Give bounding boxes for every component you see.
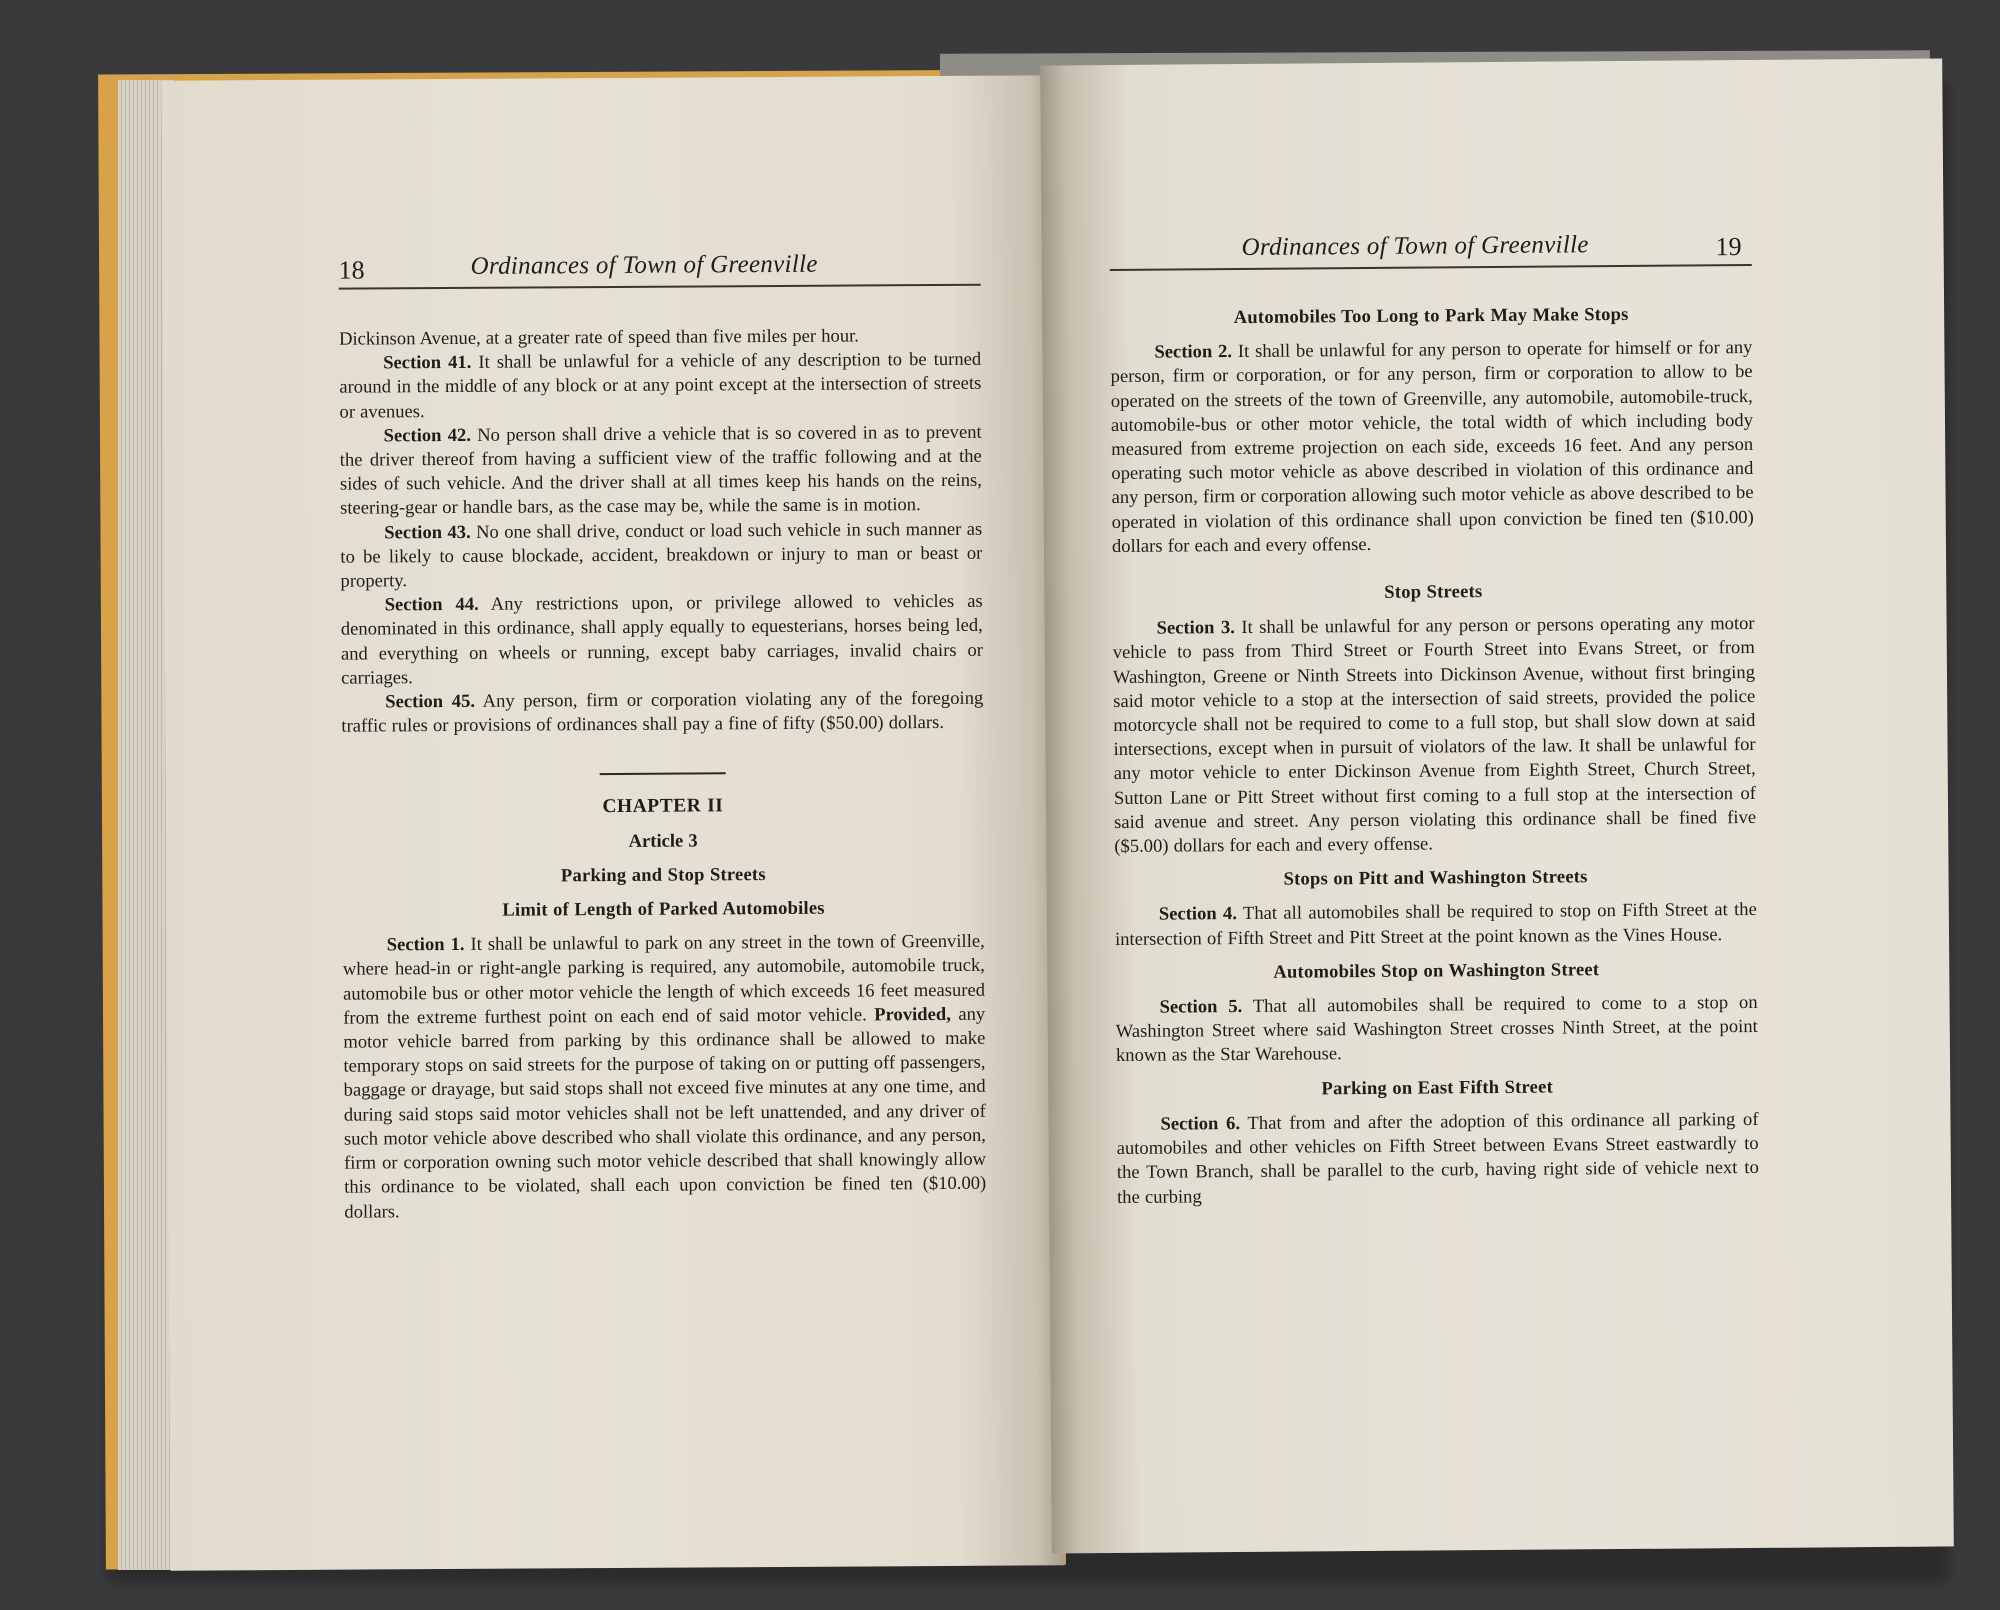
section-paragraph [1110, 336, 1754, 559]
section-label: Section 42. [383, 424, 472, 447]
section-label: Section 45. [385, 690, 476, 713]
section-paragraph [341, 590, 984, 691]
section-text: It shall be unlawful to park on any street in the town of Greenville, where head-in or right-angle parking is required, any automobile, automobile truck, automobile bus or other motor vehicle the length of which exceeds 16 feet measured from the extreme furthest point on each end of said motor vehicle. [342, 930, 986, 1029]
page-number: 19 [1715, 232, 1742, 262]
section-text: That from and after the adoption of this ordinance all parking of automobiles and other vehicles on Fifth Street between Evans Street eastwardly to the Town Branch, shall be parallel to the curb, having right side of vehicle next to the curbing [1116, 1108, 1759, 1208]
right-page-body [1110, 292, 1759, 1210]
subheading: Automobiles Stop on Washington Street [1273, 959, 1600, 983]
left-page-body [339, 324, 986, 1225]
section-label: Section 6. [1160, 1112, 1241, 1135]
provided-label: Provided, [874, 1003, 951, 1026]
subheading: Stops on Pitt and Washington Streets [1283, 866, 1588, 890]
section-text: That all automobiles shall be required to come to a stop on Washington Street where said Washington Street crosses Ninth Street, at the point known as the Star Warehouse. [1115, 992, 1758, 1067]
section-paragraph [340, 517, 982, 594]
running-title: Ordinances of Town of Greenville [470, 250, 818, 280]
section-text: That all automobiles shall be required to stop on Fifth Street at the intersection of Fifth Street and Pitt Street at the point known as the Vines House. [1114, 899, 1757, 950]
section-label: Section 1. [386, 934, 465, 956]
left-page-header [338, 244, 980, 290]
section-label: Section 41. [383, 352, 472, 374]
right-page-header [1109, 224, 1751, 271]
subheading: Stop Streets [1384, 581, 1483, 603]
section-text: Any person, firm or corporation violating any of the foregoing traffic rules or provisions of ordinances shall pay a fine of fifty ($50.00) dollars. [341, 687, 984, 737]
section-label: Section 4. [1158, 903, 1238, 926]
section-label: Section 44. [384, 594, 479, 616]
left-page [161, 75, 1064, 1570]
subheading: Automobiles Too Long to Park May Make Stops [1233, 303, 1629, 329]
continuation-paragraph: Dickinson Avenue, at a greater rate of speed than five miles per hour. [338, 325, 859, 350]
section-label: Section 5. [1159, 996, 1243, 1018]
article-title: Parking and Stop Streets [560, 863, 766, 887]
section-paragraph [340, 421, 983, 522]
section-paragraph [1113, 612, 1757, 859]
section-paragraph [1116, 1108, 1759, 1210]
section-label: Section 43. [384, 521, 471, 544]
section-text: any motor vehicle barred from parking by this ordinance shall be allowed to make temporary stops on said streets for the purpose of taking on or putting off passengers, baggage or drayage, but said stops shall not exceed five minutes at any one time, and during said stops said motor vehicles shall not be left unattended, and any driver of such motor vehicle above described who shall violate this ordinance, and any person, firm or corporation owning such motor vehicle described that shall knowingly allow this ordinance to be violated, shall each upon conviction be fined ten ($10.00) dollars. [343, 1003, 987, 1223]
subheading: Parking on East Fifth Street [1321, 1076, 1553, 1100]
section-text: No person shall drive a vehicle that is so covered in as to prevent the driver thereof from having a sufficient view of the traffic following and at the sides of such vehicle. And the driver shall at all times keep his hands on the reins, steering-gear or handle bars, as the case may be, while the same is in motion. [339, 421, 982, 520]
section-text: No one shall drive, conduct or load such vehicle in such manner as to be likely to cause blockade, accident, breakdown or injury to man or beast or property. [340, 518, 983, 592]
chapter-heading: CHAPTER II [602, 795, 724, 818]
subheading: Limit of Length of Parked Automobiles [502, 897, 825, 921]
article-heading: Article 3 [628, 830, 698, 852]
section-paragraph [1115, 991, 1758, 1069]
section-paragraph [341, 687, 983, 739]
section-label: Section 2. [1154, 341, 1233, 363]
right-page [1040, 58, 1954, 1553]
chapter-divider [600, 773, 726, 776]
running-title: Ordinances of Town of Greenville [1241, 231, 1589, 261]
section-paragraph [1115, 898, 1757, 951]
section-text: It shall be unlawful for any person or persons operating any motor vehicle to pass from Third Street or Fourth Street into Evans Street, or from Washington, Greene or Ninth Streets into Dickinson Avenue, without first bringing said motor vehicle to a stop at the intersection of said streets, provided the police motorcycle shall not be required to come to a full stop, but shall slow down at said intersections, except when in pursuit of violators of the law. It shall be unlawful for any motor vehicle to enter Dickinson Avenue from Eighth Street, Church Street, Sutton Lane or Pitt Street without first coming to a full stop at the intersection of said avenue and street. Any person violating this ordinance shall be fined five ($5.00) dollars for each and every offense. [1112, 613, 1757, 858]
section-text: It shall be unlawful for a vehicle of any description to be turned around in the middle of any block or at any point except at the intersection of streets or avenues. [339, 348, 982, 423]
section-paragraph [339, 348, 981, 425]
section-text: Any restrictions upon, or privilege allowed to vehicles as denominated in this ordinance, shall apply equally to equesterians, horses being led, and everything on wheels or running, except baby carriages, invalid chairs or carriages. [340, 590, 984, 689]
page-number: 18 [338, 255, 365, 285]
section-text: It shall be unlawful for any person to operate for himself or for any person, firm or corporation, or for any person, firm or corporation to allow to be operated on the streets of the town of Greenville, any automobile, automobile-truck, automobile-bus or other motor vehicle, the total width of which including body measured from extreme projection on each side, exceeds 16 feet. And any person operating such motor vehicle as above described in violation of this ordinance and any person, firm or corporation allowing such motor vehicle as above described to be operated in violation of this ordinance shall upon conviction be fined ten ($10.00) dollars for each and every offense. [1110, 337, 1754, 557]
section-paragraph [343, 930, 987, 1224]
section-label: Section 3. [1156, 617, 1235, 639]
